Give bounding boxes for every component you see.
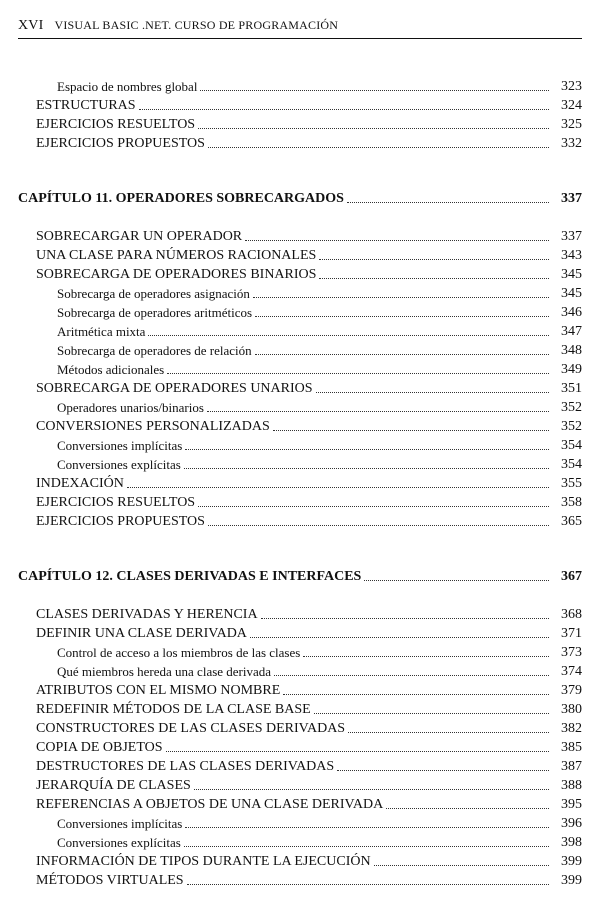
dot-leader bbox=[273, 429, 549, 431]
dot-leader bbox=[167, 372, 549, 374]
toc-entry-label: Qué miembros hereda una clase derivada bbox=[57, 664, 272, 679]
toc-entry-label: Espacio de nombres global bbox=[57, 79, 198, 94]
dot-leader bbox=[261, 617, 549, 619]
dot-leader bbox=[194, 788, 549, 790]
toc-entry-label: CAPÍTULO 11. OPERADORES SOBRECARGADOS bbox=[18, 191, 344, 206]
dot-leader bbox=[208, 524, 549, 526]
dot-leader bbox=[314, 712, 549, 714]
toc-entry-label: DEFINIR UNA CLASE DERIVADA bbox=[36, 626, 247, 641]
dot-leader bbox=[283, 693, 549, 695]
dot-leader bbox=[185, 826, 549, 828]
dot-leader bbox=[250, 636, 549, 638]
toc-entry bbox=[0, 454, 600, 473]
toc-entry-label: Conversiones implícitas bbox=[57, 438, 183, 453]
toc-entry bbox=[0, 737, 600, 756]
toc-entry-label: COPIA DE OBJETOS bbox=[36, 740, 163, 755]
dot-leader bbox=[337, 769, 549, 771]
toc-entry-label: Aritmética mixta bbox=[57, 324, 146, 339]
dot-leader bbox=[364, 579, 549, 581]
toc-entry-label: UNA CLASE PARA NÚMEROS RACIONALES bbox=[36, 248, 317, 263]
chapter-heading bbox=[0, 566, 600, 585]
toc-entry bbox=[0, 321, 600, 340]
toc-entry-page: 352 bbox=[561, 419, 582, 434]
toc-entry-page: 388 bbox=[561, 778, 582, 793]
toc-entry-label: Control de acceso a los miembros de las clases bbox=[57, 645, 301, 660]
toc-entry bbox=[0, 133, 600, 152]
toc-entry-label: Conversiones explícitas bbox=[57, 835, 181, 850]
toc-entry-label: INDEXACIÓN bbox=[36, 476, 124, 491]
toc-entry-page: 354 bbox=[561, 438, 582, 453]
toc-entry bbox=[0, 511, 600, 530]
toc-entry-label: Conversiones implícitas bbox=[57, 816, 183, 831]
toc-entry bbox=[0, 340, 600, 359]
dot-leader bbox=[148, 334, 549, 336]
dot-leader bbox=[253, 296, 549, 298]
toc-entry-page: 345 bbox=[561, 267, 582, 282]
toc-entry bbox=[0, 718, 600, 737]
toc-entry-page: 367 bbox=[561, 569, 582, 584]
toc-entry bbox=[0, 813, 600, 832]
toc-entry-page: 337 bbox=[561, 191, 582, 206]
toc-entry bbox=[0, 756, 600, 775]
toc-entry-page: 332 bbox=[561, 136, 582, 151]
toc-entry-label: Sobrecarga de operadores aritméticos bbox=[57, 305, 253, 320]
toc-entry bbox=[0, 359, 600, 378]
toc-entry-label: Sobrecarga de operadores asignación bbox=[57, 286, 250, 301]
toc-entry-label: DESTRUCTORES DE LAS CLASES DERIVADAS bbox=[36, 759, 335, 774]
dot-leader bbox=[255, 353, 549, 355]
toc-entry-page: 354 bbox=[561, 457, 582, 472]
toc-entry-label: ESTRUCTURAS bbox=[36, 98, 136, 113]
dot-leader bbox=[347, 201, 549, 203]
toc-entry-page: 387 bbox=[561, 759, 582, 774]
toc-entry-label: EJERCICIOS RESUELTOS bbox=[36, 495, 196, 510]
toc-entry-page: 399 bbox=[561, 873, 582, 888]
toc-entry bbox=[0, 623, 600, 642]
toc-entry-label: EJERCICIOS PROPUESTOS bbox=[36, 136, 205, 151]
dot-leader bbox=[348, 731, 549, 733]
toc-entry-page: 395 bbox=[561, 797, 582, 812]
toc-entry-page: 325 bbox=[561, 117, 582, 132]
toc-entry-label: CLASES DERIVADAS Y HERENCIA bbox=[36, 607, 258, 622]
toc-entry-page: 323 bbox=[561, 79, 582, 94]
chapter-heading bbox=[0, 188, 600, 207]
toc-entry-page: 374 bbox=[561, 664, 582, 679]
toc-entry-page: 379 bbox=[561, 683, 582, 698]
toc-entry bbox=[0, 76, 600, 95]
toc-entry bbox=[0, 870, 600, 889]
toc-entry bbox=[0, 397, 600, 416]
toc-entry-page: 399 bbox=[561, 854, 582, 869]
toc-entry-label: REFERENCIAS A OBJETOS DE UNA CLASE DERIVADA bbox=[36, 797, 384, 812]
toc-entry bbox=[0, 435, 600, 454]
toc-entry-label: Operadores unarios/binarios bbox=[57, 400, 204, 415]
toc-entry bbox=[0, 492, 600, 511]
dot-leader bbox=[245, 239, 549, 241]
toc-entry bbox=[0, 264, 600, 283]
toc-entry-page: 337 bbox=[561, 229, 582, 244]
dot-leader bbox=[200, 89, 549, 91]
dot-leader bbox=[319, 277, 549, 279]
toc-entry-label: INFORMACIÓN DE TIPOS DURANTE LA EJECUCIÓN bbox=[36, 854, 371, 869]
toc-entry-page: 348 bbox=[561, 343, 582, 358]
dot-leader bbox=[207, 410, 549, 412]
toc-entry-page: 398 bbox=[561, 835, 582, 850]
page-number: XVI bbox=[18, 18, 44, 33]
toc-entry-page: 345 bbox=[561, 286, 582, 301]
dot-leader bbox=[166, 750, 549, 752]
toc-entry bbox=[0, 794, 600, 813]
toc-entry-page: 382 bbox=[561, 721, 582, 736]
toc-entry bbox=[0, 642, 600, 661]
toc-entry-label: SOBRECARGA DE OPERADORES BINARIOS bbox=[36, 267, 317, 282]
toc-entry bbox=[0, 699, 600, 718]
toc-entry-page: 365 bbox=[561, 514, 582, 529]
toc-entry-page: 324 bbox=[561, 98, 582, 113]
toc-entry bbox=[0, 283, 600, 302]
toc-entry-label: JERARQUÍA DE CLASES bbox=[36, 778, 191, 793]
dot-leader bbox=[274, 674, 549, 676]
dot-leader bbox=[374, 864, 549, 866]
dot-leader bbox=[208, 146, 549, 148]
toc-entry bbox=[0, 473, 600, 492]
toc-entry-page: 385 bbox=[561, 740, 582, 755]
dot-leader bbox=[184, 845, 549, 847]
toc-entry bbox=[0, 851, 600, 870]
dot-leader bbox=[198, 127, 549, 129]
dot-leader bbox=[255, 315, 549, 317]
dot-leader bbox=[184, 467, 549, 469]
dot-leader bbox=[185, 448, 549, 450]
dot-leader bbox=[198, 505, 549, 507]
toc-entry-page: 347 bbox=[561, 324, 582, 339]
toc-entry-label: SOBRECARGA DE OPERADORES UNARIOS bbox=[36, 381, 313, 396]
toc-entry-label: Conversiones explícitas bbox=[57, 457, 181, 472]
dot-leader bbox=[386, 807, 549, 809]
toc-entry-page: 371 bbox=[561, 626, 582, 641]
toc-entry-label: CONVERSIONES PERSONALIZADAS bbox=[36, 419, 270, 434]
book-title: VISUAL BASIC .NET. CURSO DE PROGRAMACIÓN bbox=[54, 18, 339, 32]
toc-entry-page: 380 bbox=[561, 702, 582, 717]
toc-entry-page: 351 bbox=[561, 381, 582, 396]
toc-entry bbox=[0, 245, 600, 264]
toc-entry bbox=[0, 416, 600, 435]
toc-entry-page: 355 bbox=[561, 476, 582, 491]
toc-entry-label: ATRIBUTOS CON EL MISMO NOMBRE bbox=[36, 683, 281, 698]
dot-leader bbox=[303, 655, 549, 657]
toc-entry bbox=[0, 661, 600, 680]
toc-entry bbox=[0, 775, 600, 794]
dot-leader bbox=[316, 391, 549, 393]
toc-entry-label: MÉTODOS VIRTUALES bbox=[36, 873, 184, 888]
toc-entry-label: EJERCICIOS RESUELTOS bbox=[36, 117, 196, 132]
toc-entry-page: 343 bbox=[561, 248, 582, 263]
toc-entry-page: 358 bbox=[561, 495, 582, 510]
dot-leader bbox=[319, 258, 549, 260]
dot-leader bbox=[127, 486, 549, 488]
toc-entry-label: SOBRECARGAR UN OPERADOR bbox=[36, 229, 243, 244]
toc-entry-page: 352 bbox=[561, 400, 582, 415]
toc-entry bbox=[0, 302, 600, 321]
toc-entry bbox=[0, 95, 600, 114]
toc-entry bbox=[0, 378, 600, 397]
toc-entry-label: Métodos adicionales bbox=[57, 362, 165, 377]
toc-entry-page: 396 bbox=[561, 816, 582, 831]
toc-entry-label: CAPÍTULO 12. CLASES DERIVADAS E INTERFACES bbox=[18, 569, 362, 584]
toc-entry-page: 368 bbox=[561, 607, 582, 622]
toc-entry bbox=[0, 604, 600, 623]
toc-entry-label: EJERCICIOS PROPUESTOS bbox=[36, 514, 205, 529]
toc-entry-page: 349 bbox=[561, 362, 582, 377]
toc-entry-page: 373 bbox=[561, 645, 582, 660]
toc-entry-page: 346 bbox=[561, 305, 582, 320]
toc-entry bbox=[0, 832, 600, 851]
toc-entry bbox=[0, 114, 600, 133]
toc-entry-label: CONSTRUCTORES DE LAS CLASES DERIVADAS bbox=[36, 721, 346, 736]
toc-entry bbox=[0, 680, 600, 699]
toc-entry bbox=[0, 226, 600, 245]
toc-entry-label: REDEFINIR MÉTODOS DE LA CLASE BASE bbox=[36, 702, 311, 717]
dot-leader bbox=[187, 883, 549, 885]
dot-leader bbox=[139, 108, 549, 110]
toc-entry-label: Sobrecarga de operadores de relación bbox=[57, 343, 252, 358]
